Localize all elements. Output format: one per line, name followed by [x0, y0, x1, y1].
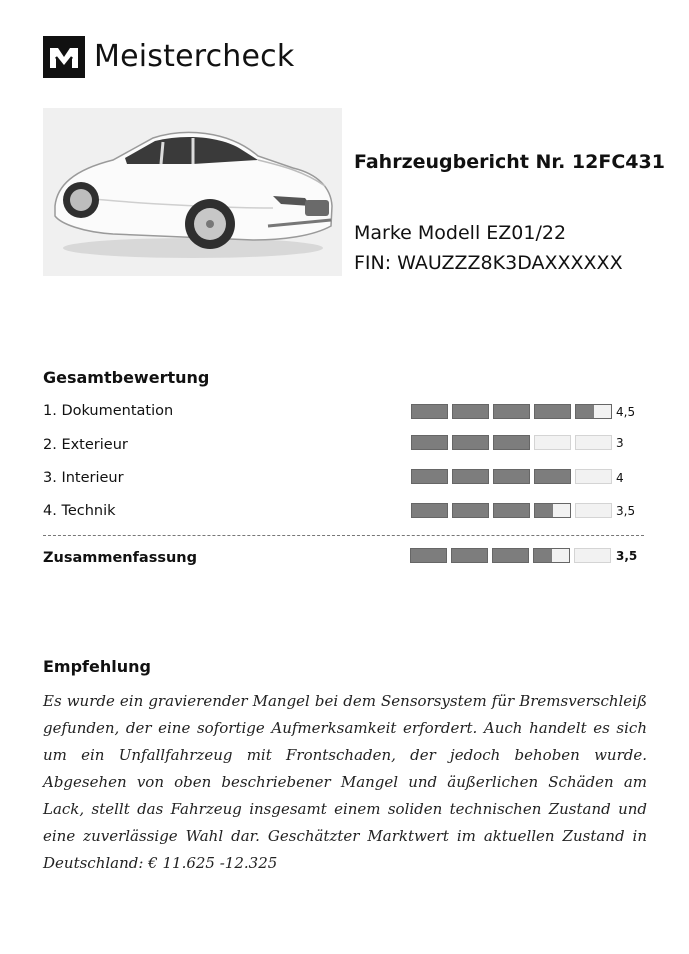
rating-segment: [575, 404, 612, 419]
rating-segment: [574, 548, 611, 563]
rating-segment-fill: [494, 470, 529, 483]
rating-segment-fill: [412, 470, 447, 483]
rating-value: 3,5: [616, 504, 636, 518]
rating-segment-fill: [412, 436, 447, 449]
vehicle-fin: FIN: WAUZZZ8K3DAXXXXXX: [354, 252, 623, 274]
recommendation-heading: Empfehlung: [43, 657, 151, 676]
rating-label: 2. Exterieur: [43, 437, 128, 453]
summary-label: Zusammenfassung: [43, 550, 198, 566]
rating-segment: [411, 469, 448, 484]
rating-segment: [451, 548, 488, 563]
rating-segment: [452, 503, 489, 518]
rating-segment-fill: [494, 436, 529, 449]
rating-segment-fill: [412, 504, 447, 517]
rating-segment-fill: [453, 436, 488, 449]
summary-rating-bar: [410, 548, 611, 563]
rating-segment-fill: [535, 470, 570, 483]
brand-logo: [43, 36, 294, 78]
rating-segment-fill: [494, 405, 529, 418]
vehicle-model: Marke Modell EZ01/22: [354, 222, 567, 244]
rating-label: 1. Dokumentation: [43, 403, 174, 419]
rating-segment-fill: [453, 504, 488, 517]
rating-segment: [411, 404, 448, 419]
meistercheck-logo-icon: [43, 36, 85, 78]
rating-bar: [411, 503, 612, 518]
ratings-heading: Gesamtbewertung: [43, 368, 210, 387]
car-image: [43, 108, 342, 276]
rating-segment: [410, 548, 447, 563]
rating-segment: [452, 404, 489, 419]
rating-value: 4: [616, 471, 624, 485]
rating-segment: [411, 435, 448, 450]
rating-segment-fill: [534, 549, 552, 562]
divider: [43, 535, 644, 536]
rating-segment: [534, 404, 571, 419]
rating-segment: [534, 435, 571, 450]
rating-segment-fill: [453, 470, 488, 483]
brand-name: Meistercheck: [94, 39, 295, 74]
rating-segment: [575, 503, 612, 518]
rating-segment-fill: [453, 405, 488, 418]
report-title: Fahrzeugbericht Nr. 12FC431: [354, 151, 665, 173]
rating-segment-fill: [493, 549, 528, 562]
rating-segment: [534, 503, 571, 518]
rating-bar: [411, 404, 612, 419]
rating-bar: [411, 435, 612, 450]
rating-segment-fill: [494, 504, 529, 517]
rating-value: 3: [616, 436, 624, 450]
recommendation-text: Es wurde ein gravierender Mangel bei dem Sensorsystem für Bremsverschleiß gefunden, der eine sofortige Aufmerksamkeit erfordert. Auch handelt es sich um ein Unfallfahrzeug mit Frontschaden, der jedoch behoben wurde. Abgesehen von oben beschriebener Mangel und äußerlichen Schäden am Lack, stellt das Fahrzeug insgesamt einem soliden technischen Zustand und eine zuverlässige Wahl dar. Geschätzter Marktwert im aktuellen Zustand in Deutschland: € 11.625 -12.325: [43, 692, 647, 872]
rating-segment: [533, 548, 570, 563]
rating-segment-fill: [535, 405, 570, 418]
rating-segment: [452, 435, 489, 450]
summary-value: 3,5: [616, 549, 638, 563]
rating-segment-fill: [412, 405, 447, 418]
rating-segment: [493, 503, 530, 518]
rating-segment: [492, 548, 529, 563]
rating-segment-fill: [576, 405, 594, 418]
rating-segment: [493, 469, 530, 484]
rating-segment: [575, 435, 612, 450]
rating-label: 3. Interieur: [43, 470, 124, 486]
rating-segment-fill: [535, 504, 553, 517]
rating-segment: [534, 469, 571, 484]
rating-segment: [411, 503, 448, 518]
rating-segment: [493, 404, 530, 419]
rating-segment: [452, 469, 489, 484]
rating-segment: [575, 469, 612, 484]
rating-segment-fill: [452, 549, 487, 562]
rating-bar: [411, 469, 612, 484]
rating-segment-fill: [411, 549, 446, 562]
rating-label: 4. Technik: [43, 503, 116, 519]
rating-segment: [493, 435, 530, 450]
rating-value: 4,5: [616, 405, 636, 419]
